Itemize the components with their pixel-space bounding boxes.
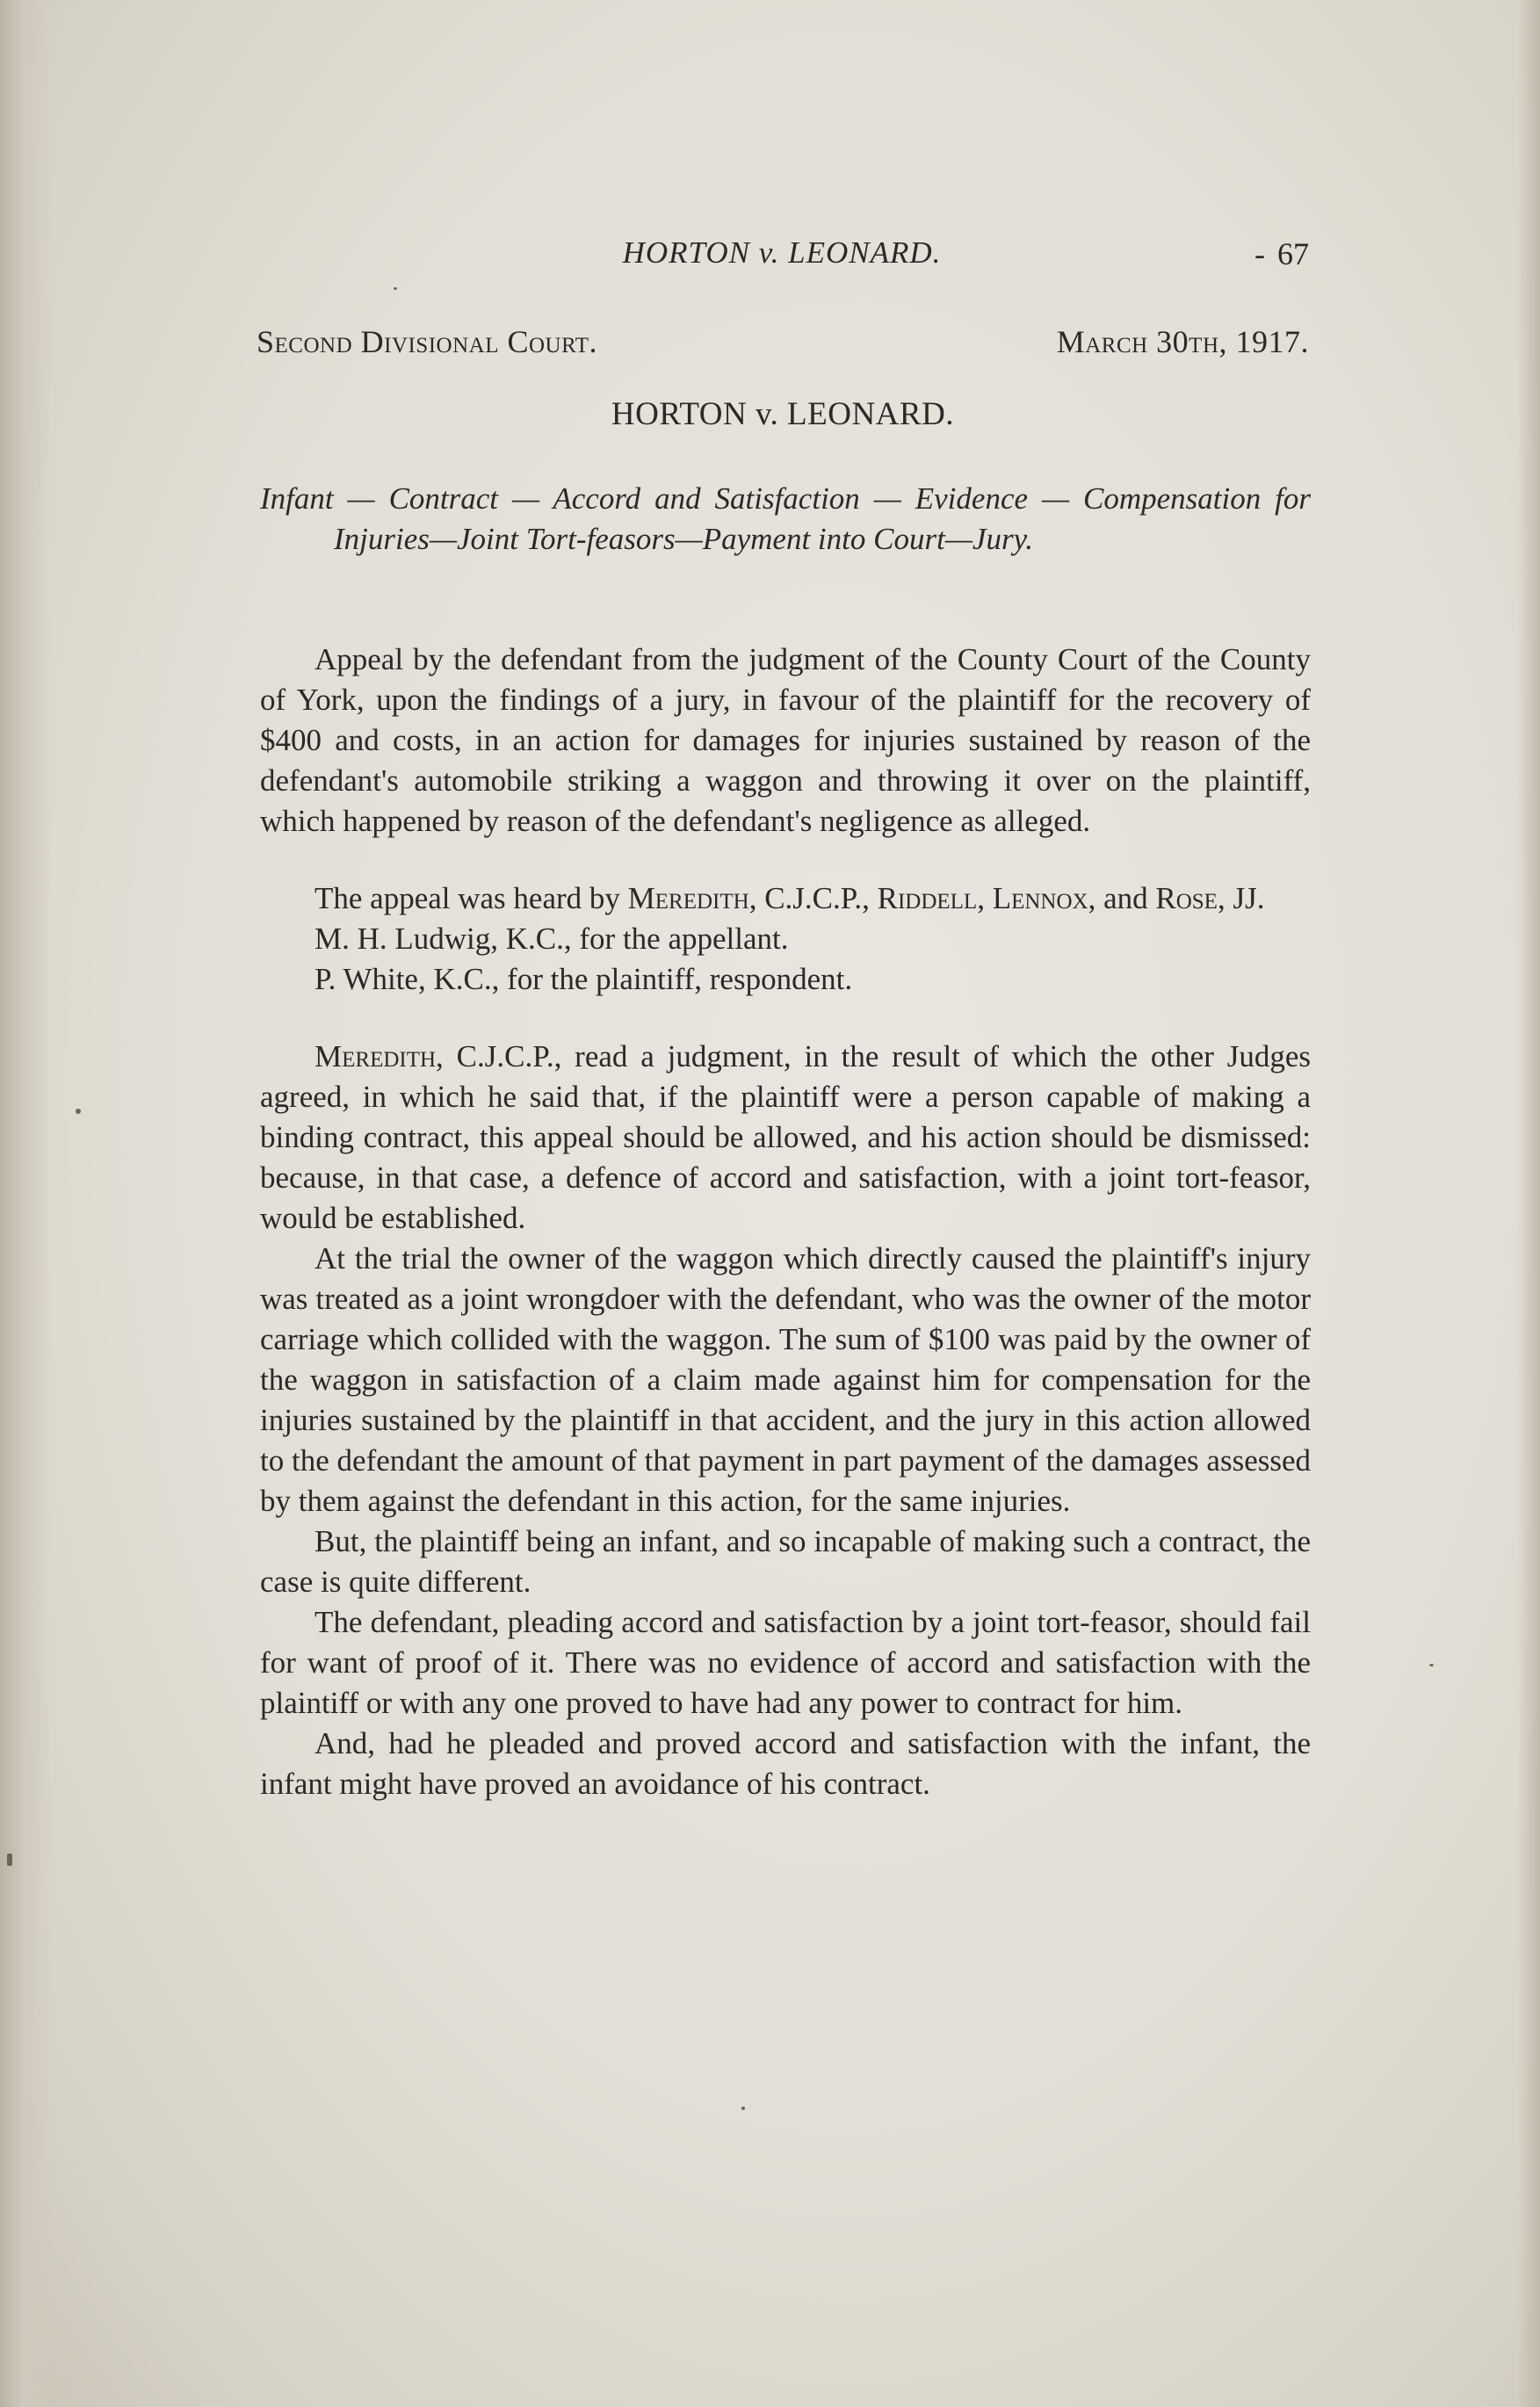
judgment-paragraph: At the trial the owner of the waggon which directly caused the plaintiff's injury was treated as a joint wrongdoer with the defendant, who was the owner of the motor carriage which collided with the waggon. The sum of $100 was paid by the owner of the waggon in satisfaction of a claim made against him for compensation for the injuries sustained by the plaintiff in that accident, and the jury in this action allowed to the defendant the amount of that payment in part payment of the damages assessed by them against the defendant in this action, for the same injuries. [260,1241,1311,1518]
case-title: HORTON v. LEONARD. [611,396,955,432]
judgment-opening-paragraph [260,1037,1311,1239]
paper-speck [741,2107,745,2110]
running-title: HORTON v. LEONARD. [622,235,942,270]
decision-date: March 30th, 1917. [1056,324,1309,359]
paper-speck [7,1854,12,1866]
hearing-separator: , and [1088,881,1156,915]
judge-name: Meredith [627,881,749,915]
paper-speck [76,1109,81,1114]
judgment-paragraph: The defendant, pleading accord and satisfaction by a joint tort-feasor, should fail for want of proof of it. There was no evidence of accord and satisfaction with the plaintiff or with any one proved to have had any power to contract for him. [260,1605,1311,1720]
page-number: 67 [1277,236,1309,271]
hearing-separator: , JJ. [1217,881,1265,915]
judge-name: Riddell [877,881,978,915]
paper-speck [394,287,397,290]
page-header [255,235,1309,279]
judge-name: Rose [1155,881,1218,915]
counsel-appellant: M. H. Ludwig, K.C., for the appellant. [315,922,789,956]
headnote-text: Infant — Contract — Accord and Satisfaction — Evidence — Compensation for Injuries—Joint Tort-feasors—Payment into Court—Jury. [260,481,1311,556]
hearing-intro: The appeal was heard by [315,881,628,915]
court-line [257,323,1309,367]
hearing-separator: , C.J.C.P., [748,881,878,915]
page-edge-shadow [1517,0,1540,2407]
court-name: Second Divisional Court. [257,324,598,359]
paper-speck [1429,1664,1434,1666]
page-number-block [1254,235,1309,272]
page-gutter-shadow [0,0,53,2407]
headnote [260,479,1311,560]
hearing-paragraph [260,878,1311,919]
case-body [260,640,1311,1804]
judgment-paragraph: But, the plaintiff being an infant, and so incapable of making such a contract, the case is quite different. [260,1524,1311,1599]
page-number-dash: - [1254,236,1265,271]
hearing-separator: , [977,881,993,915]
judgment-opening-text: , C.J.C.P., read a judgment, in the result of which the other Judges agreed, in which he said that, if the plaintiff were a person capable of making a binding contract, this appeal should be allowed, and his action should be dismissed: because, in that case, a defence of accord and satisfaction, with a joint tort-feasor, would be established. [260,1039,1311,1235]
judge-name: Lennox [992,881,1088,915]
judgment-judge-name: Meredith [315,1039,437,1073]
appeal-paragraph: Appeal by the defendant from the judgment of the County Court of the County of York, upon the findings of a jury, in favour of the plaintiff for the recovery of $400 and costs, in an action for damages for injuries sustained by reason of the defendant's automobile striking a waggon and throwing it over on the plaintiff, which happened by reason of the defendant's negligence as alleged. [260,642,1311,838]
counsel-respondent: P. White, K.C., for the plaintiff, respondent. [315,962,853,996]
judgment-paragraph: And, had he pleaded and proved accord and satisfaction with the infant, the infant might have proved an avoidance of his contract. [260,1726,1311,1801]
